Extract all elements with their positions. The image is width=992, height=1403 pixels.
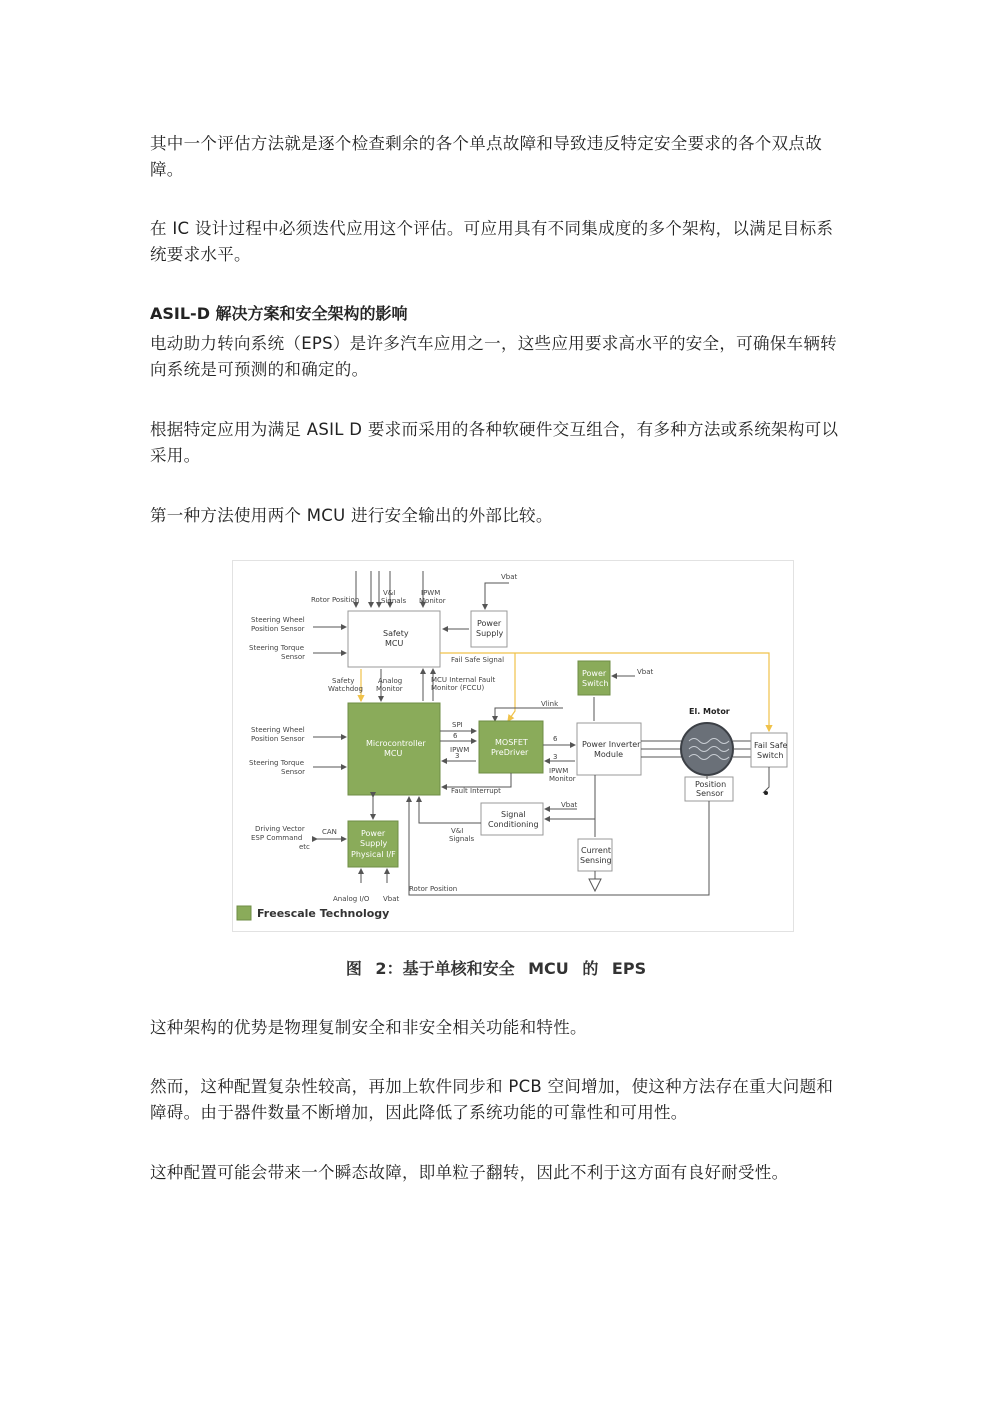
label-vbat-switch: Vbat xyxy=(637,668,654,676)
label-vbat-top: Vbat xyxy=(501,573,518,581)
label-pwr-phys-2: Supply xyxy=(360,839,388,848)
section-heading: ASIL-D 解决方案和安全架构的影响 xyxy=(150,304,408,323)
label-three-a: 3 xyxy=(455,752,460,760)
eps-block-diagram xyxy=(233,561,793,931)
paragraph-4: 根据特定应用为满足 ASIL D 要求而采用的各种软硬件交互组合，有多种方法或系统架构可以采用。 xyxy=(150,420,839,465)
label-power-switch-2: Switch xyxy=(582,679,609,688)
label-safety-watchdog-2: Watchdog xyxy=(328,685,363,693)
label-inverter-1: Power Inverter xyxy=(582,740,641,749)
label-safety-watchdog-1: Safety xyxy=(332,677,355,685)
legend-swatch xyxy=(237,906,251,920)
power-inverter-box xyxy=(577,723,641,775)
paragraph-3: 电动助力转向系统（EPS）是许多汽车应用之一，这些应用要求高水平的安全，可确保车辆转向系统是可预测的和确定的。 xyxy=(150,334,837,379)
label-st-torque-2: Sensor xyxy=(281,653,305,661)
label-mcu-2: MCU xyxy=(384,749,403,758)
legend-label: Freescale Technology xyxy=(257,907,390,920)
signal-conditioning-box xyxy=(481,803,543,835)
label-safety-mcu-1: Safety xyxy=(383,629,409,638)
label-six-b: 6 xyxy=(553,735,558,743)
label-mosfet-1: MOSFET xyxy=(495,738,528,747)
label-six-a: 6 xyxy=(453,732,458,740)
label-signal-cond-1: Signal xyxy=(501,810,526,819)
label-fault-interrupt: Fault Interrupt xyxy=(451,787,501,795)
label-st-torque2-1: Steering Torque xyxy=(249,759,305,767)
label-analog-monitor-2: Monitor xyxy=(376,685,403,693)
label-rotor-position-bottom: Rotor Position xyxy=(409,885,458,893)
label-ipwm-top-1: IPWM xyxy=(421,589,441,597)
paragraph-8: 这种配置可能会带来一个瞬态故障，即单粒子翻转，因此不利于这方面有良好耐受性。 xyxy=(150,1163,789,1182)
label-position-sensor-1: Position xyxy=(695,780,727,789)
figure-caption: 图 2：基于单核和安全 MCU 的 EPS xyxy=(345,959,647,978)
label-power-supply-2: Supply xyxy=(476,629,504,638)
label-st-torque2-2: Sensor xyxy=(281,768,305,776)
label-fail-safe-signal: Fail Safe Signal xyxy=(451,656,505,664)
label-analog-io: Analog I/O xyxy=(333,895,370,903)
label-driving-vector-1: Driving Vector xyxy=(255,825,305,833)
ground-icon xyxy=(589,879,601,891)
label-vlink: Vlink xyxy=(541,700,559,708)
label-ipwm-monitor-2: Monitor xyxy=(549,775,576,783)
label-vbat-bottom: Vbat xyxy=(383,895,400,903)
label-power-switch-1: Power xyxy=(582,669,607,678)
label-three-b: 3 xyxy=(553,753,558,761)
power-switch-box xyxy=(578,661,610,695)
label-inverter-2: Module xyxy=(594,750,624,759)
label-vi-top-2: Signals xyxy=(381,597,407,605)
label-ipwm-top-2: Monitor xyxy=(419,597,446,605)
label-analog-monitor-1: Analog xyxy=(378,677,403,685)
label-sw-pos-1: Steering Wheel xyxy=(251,616,305,624)
paragraph-6: 这种架构的优势是物理复制安全和非安全相关功能和特性。 xyxy=(150,1018,587,1037)
motor-icon xyxy=(681,723,733,775)
label-can: CAN xyxy=(322,828,337,836)
mosfet-predriver-box xyxy=(479,721,543,773)
current-sensing-box xyxy=(578,839,612,871)
label-vi-bottom-1: V&I xyxy=(451,827,464,835)
label-st-torque-1: Steering Torque xyxy=(249,644,305,652)
label-driving-vector-2: ESP Command xyxy=(251,834,303,842)
label-current-sensing-2: Sensing xyxy=(580,856,612,865)
label-vbat-signal: Vbat xyxy=(561,801,578,809)
paragraph-7: 然而，这种配置复杂性较高，再加上软件同步和 PCB 空间增加，使这种方法存在重大问题和障碍。由于器件数量不断增加，因此降低了系统功能的可靠性和可用性。 xyxy=(150,1077,834,1122)
label-fail-safe-sw-2: Switch xyxy=(757,751,784,760)
paragraph-5: 第一种方法使用两个 MCU 进行安全输出的外部比较。 xyxy=(150,506,553,525)
eps-architecture-figure xyxy=(232,560,794,932)
label-el-motor: El. Motor xyxy=(689,707,730,716)
label-mcu-1: Microcontroller xyxy=(366,739,426,748)
label-ipwm-mid: IPWM xyxy=(450,746,470,754)
label-ipwm-monitor-1: IPWM xyxy=(549,767,569,775)
label-signal-cond-2: Conditioning xyxy=(488,820,539,829)
label-safety-mcu-2: MCU xyxy=(385,639,404,648)
label-rotor-position-top: Rotor Position xyxy=(311,596,360,604)
paragraph-2: 在 IC 设计过程中必须迭代应用这个评估。可应用具有不同集成度的多个架构，以满足目标系统要求水平。 xyxy=(150,219,834,264)
label-sw-pos2-1: Steering Wheel xyxy=(251,726,305,734)
label-power-supply-1: Power xyxy=(477,619,502,628)
label-sw-pos-2: Position Sensor xyxy=(251,625,305,633)
label-current-sensing-1: Current xyxy=(581,846,612,855)
label-sw-pos2-2: Position Sensor xyxy=(251,735,305,743)
label-spi: SPI xyxy=(452,721,463,729)
label-pwr-phys-1: Power xyxy=(361,829,386,838)
label-position-sensor-2: Sensor xyxy=(696,789,724,798)
paragraph-1: 其中一个评估方法就是逐个检查剩余的各个单点故障和导致违反特定安全要求的各个双点故障。 xyxy=(150,134,822,179)
label-fail-safe-sw-1: Fail Safe xyxy=(754,741,788,750)
label-fccu-1: MCU Internal Fault xyxy=(431,676,496,684)
label-vi-top-1: V&I xyxy=(383,589,396,597)
label-mosfet-2: PreDriver xyxy=(491,748,529,757)
label-fccu-2: Monitor (FCCU) xyxy=(431,684,485,692)
label-pwr-phys-3: Physical I/F xyxy=(351,850,396,859)
fail-safe-switch-box xyxy=(751,733,787,767)
label-driving-vector-3: etc xyxy=(299,843,310,851)
label-vi-bottom-2: Signals xyxy=(449,835,475,843)
